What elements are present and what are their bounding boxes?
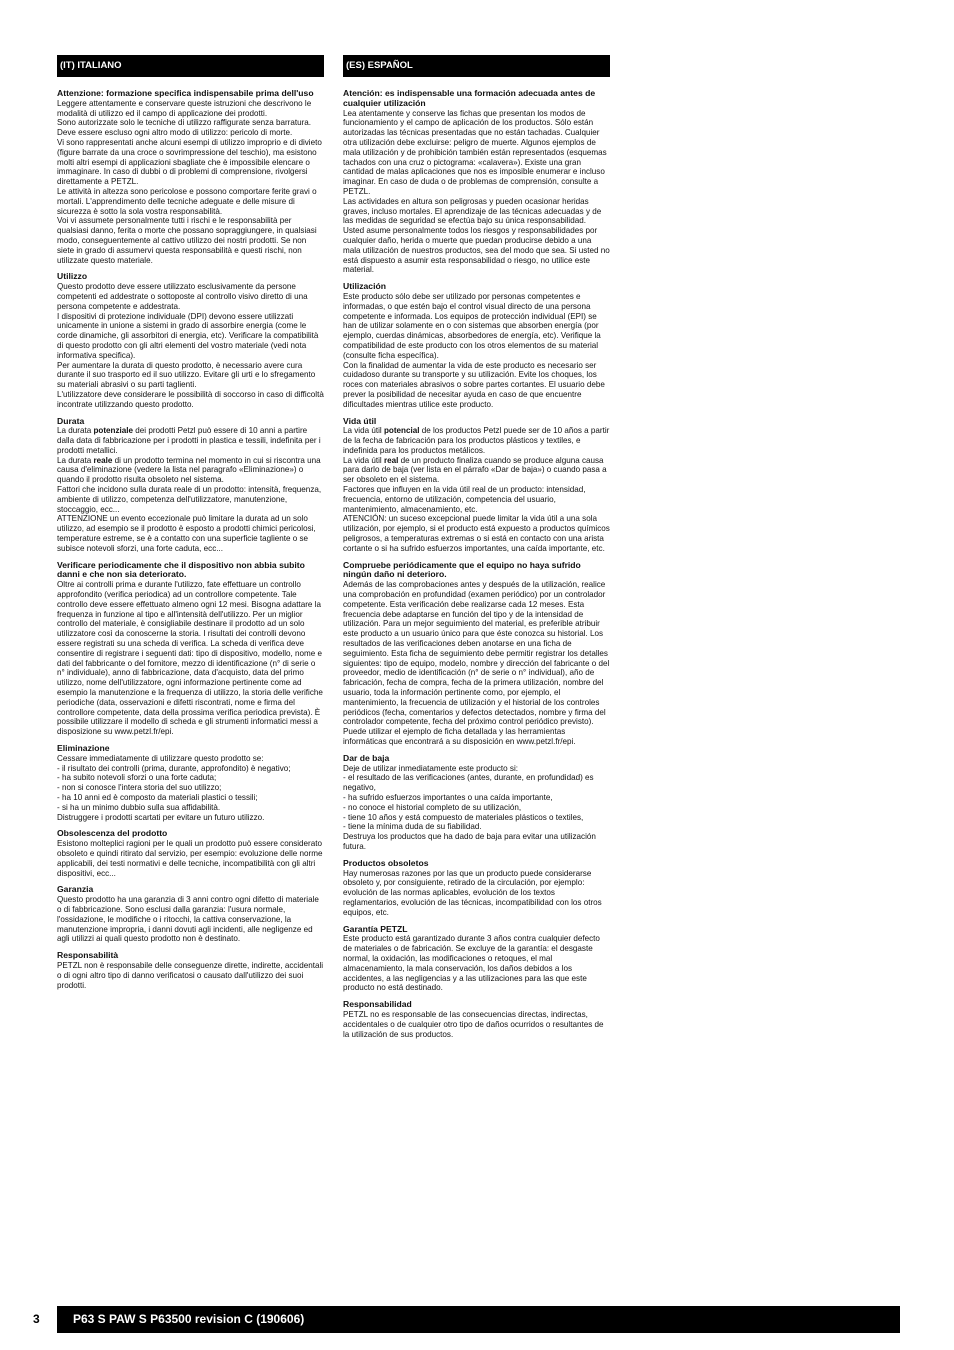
section-it-2 [57,417,324,554]
body-fragment-bold1: potencial [383,426,420,436]
section-body: Hay numerosas razones por las que un producto puede considerarse obsoleto y, por consiguiente, retirado de la circulación, por ejemplo: evolución de las normas aplicables, evolución de los textos reglamentarios, evolución de las técnicas, incompatibilidad con los otros equipos, etc. [343,868,602,917]
section-es-2 [343,417,610,554]
body-fragment-post: de un producto finaliza cuando se produce alguna causa para darlo de baja (ver lista en el párrafo «Dar de baja») o cuando pasa a ser obsoleto en el sistema. Factores que influyen en la vida útil real de un producto: intensidad, frecuencia, entorno de utilización, competencia del usuario, mantenimiento, almacenamiento, etc. ATENCIÓN: un suceso excepcional puede limitar la vida útil a una sola utilización, por ejemplo, si el producto está expuesto a productos químicos peligrosos, a temperaturas extremas o si está en contacto con una arista cortante o si ha sufrido esfuerzos importantes, una caída importante, etc. [343,455,610,553]
section-title: Garanzia [57,884,94,895]
italian-sections [57,89,324,990]
section-body [343,426,610,553]
section-body: Lea atentamente y conserve las fichas que presentan los modos de funcionamiento y el campo de aplicación de los productos. Sólo están autorizadas las técnicas presentadas que no están tachadas. Cualquier otra utilización debe excluirse: peligro de muerte. Algunos ejemplos de mala utilización y de prohibición también están representados (esquemas tachados con una cruz o pictograma: «calavera»). Existe una gran cantidad de malas aplicaciones que nos es imposible enumerar e incluso imaginar. En caso de duda o de problemas de comprensión, consulte a PETZL. Las actividades en altura son peligrosas y pueden ocasionar heridas graves, incluso mortales. El aprendizaje de las técnicas adecuadas y de las medidas de seguridad se efectúa bajo su única responsabilidad. Usted asume personalmente todos los riesgos y responsabilidades por cualquier daño, herida o muerte que puedan producirse debido a una mala utilización de nuestros productos, sea del modo que sea. Si usted no está dispuesto a asumir esta responsabilidad o riesgo, no utilice este material. [343,108,610,275]
section-body: Questo prodotto ha una garanzia di 3 anni contro ogni difetto di materiale o di fabbricazione. Sono esclusi dalla garanzia: l'usura normale, l'ossidazione, le modifiche o i ritocchi, la cattiva conservazione, la manutenzione impropria, i danni dovuti agli incidenti, alle negligenze ed agli utilizzi ai quali questo prodotto non è destinato. [57,895,319,944]
section-header-spanish: (ES) ESPAÑOL [343,55,610,77]
section-title: Productos obsoletos [343,857,429,868]
section-body: Además de las comprobaciones antes y después de la utilización, realice una comprobación en profundidad (examen periódico) por un controlador competente. Esta verificación debe realizarse cada 12 meses. Esta frecuencia debe adaptarse en función del tipo y de la intensidad de utilización. Para un mejor seguimiento del material, es preferible atribuir este producto a un usuario único para que éste conozca su historial. Los resultados de las verificaciones deben anotarse en una ficha de seguimiento. Esta ficha de seguimiento debe permitir registrar los detalles siguientes: tipo de equipo, modelo, nombre y dirección del fabricante o del proveedor, medio de identificación (n° de serie o n° individual), año de fabricación, fecha de compra, fecha de la primera utilización, nombre del usuario, toda la información pertinente como, por ejemplo, el mantenimiento, la frecuencia de utilización y el historial de los controles periódicos (fecha, comentarios y defectos detectados, nombre y firma del controlador competente, fecha del próximo control periódico previsto). Puede utilizar el ejemplo de ficha detallada y las herramientas informáticas que encontrará a su disposición en www.petzl.fr/epi. [343,580,610,746]
section-title: Responsabilità [57,950,119,961]
footer-title: P63 S PAW S P63500 revision C (190606) [73,1312,305,1326]
section-title: Obsolescenza del prodotto [57,828,168,839]
section-es-7 [343,1000,610,1039]
page-footer [0,1306,954,1334]
section-es-6 [343,925,610,994]
section-body: Deje de utilizar inmediatamente este producto si: - el resultado de las verificaciones (antes, durante, en profundidad) es negativo, - ha sufrido esfuerzos importantes o una caída importante, - no conoce el historial completo de su utilización, - tiene 10 años y está compuesto de materiales plásticos o textiles, - tiene la mínima duda de su fiabilidad. Destruya los productos que ha dado de baja para evitar una utilización futura. [343,763,596,851]
section-title: Vida útil [343,415,377,426]
section-title: Utilización [343,281,386,292]
section-body: Este producto sólo debe ser utilizado por personas competentes e informadas, o que estén bajo el control visual directo de una persona competente e informada. Los equipos de protección individual (EPI) se han de utilizar solamente en o con sistemas que absorben energía (por ejemplo, cuerdas dinámicas, absorbedores de energía, etc). Verifique la compatibilidad de este producto con los otros elementos de su material (consulte ficha específica). Con la finalidad de aumentar la vida de este producto es necesario ser cuidadoso durante su transporte y su utilización. Evite los choques, los roces con materiales abrasivos o sobre partes cortantes. El usuario debe prever la posibilidad de necesitar ayuda en caso de que encuentre dificultades mientras utilice este producto. [343,291,605,409]
section-es-5 [343,859,610,918]
section-title: Responsabilidad [343,999,412,1010]
spanish-sections [343,89,610,1039]
section-it-5 [57,829,324,878]
section-title: Durata [57,415,85,426]
section-it-1 [57,272,324,409]
section-header-italian: (IT) ITALIANO [57,55,324,77]
page-number: 3 [33,1312,40,1326]
section-body: Leggere attentamente e conservare queste istruzioni che descrivono le modalità di utilizzo ed il campo di applicazione dei prodotti. Sono autorizzate solo le tecniche di utilizzo raffigurate senza barratura. Deve essere escluso ogni altro modo di utilizzo: pericolo di morte. Vi sono rappresentati anche alcuni esempi di utilizzo improprio e di divieto (figure barrate da una croce o sovrimpressione del teschio), ma esistono molti altri esempi di applicazioni sbagliate che è impossibile elencare o immaginare. In caso di dubbi o di problemi di comprensione, rivolgersi direttamente a PETZL. Le attività in altezza sono pericolose e possono comportare ferite gravi o mortali. L'apprendimento delle tecniche adeguate e delle misure di sicurezza è sotto la sola vostra responsabilità. Voi vi assumete personalmente tutti i rischi e le responsabilità per qualsiasi danno, ferita o morte che possano sopraggiungere, in qualsiasi modo, conseguentemente al cattivo utilizzo dei nostri prodotti. Se non siete in grado di assumervi questa responsabilità e questi rischi, non utilizzate questo materiale. [57,98,322,265]
section-it-7 [57,951,324,990]
body-fragment-mid: dei prodotti Petzl può essere di 10 anni a partire dalla data di fabbricazione per i prodotti in plastica e tessili, indefinita per i prodotti metallici. La durata [57,426,321,465]
body-fragment-bold1: potenziale [93,426,134,436]
section-title: Atención: es indispensable una formación adecuada antes de cualquier utilización [343,88,596,108]
section-title: Compruebe periódicamente que el equipo no haya sufrido ningún daño ni deterioro. [343,559,581,580]
section-title: Eliminazione [57,743,110,753]
section-body: Cessare immediatamente di utilizzare questo prodotto se: - il risultato dei controlli (prima, durante, approfondito) è negativo; - ha subito notevoli sforzi o una forte caduta; - non si conosce l'intera storia del suo utilizzo; - ha 10 anni ed è composto da materiali plastici o tessili; - si ha un minimo dubbio sulla sua affidabilità. Distruggere i prodotti scartati per evitare un futuro utilizzo. [57,753,291,822]
column-italian [57,55,324,997]
section-it-0 [57,89,324,265]
section-body: Esistono molteplici ragioni per le quali un prodotto può essere considerato obsoleto e quindi ritirato dal servizio, per esempio: evoluzione delle norme applicabili, dei testi normativi e delle tecniche, incompatibilità con gli altri dispositivi, ecc... [57,839,323,878]
section-es-1 [343,282,610,409]
section-es-3 [343,561,610,747]
section-body: Questo prodotto deve essere utilizzato esclusivamente da persone competenti ed addestrate o sottoposte al controllo visivo diretto di una persona competente e addestrata. I dispositivi di protezione individuale (DPI) devono essere utilizzati unicamente in unione a sistemi in grado di assorbire energia (come le corde dinamiche, gli assorbitori di energia, etc). Verificare la compatibilità di questo prodotto con gli altri elementi del vostro materiale (vedi nota informativa specifica). Per aumentare la durata di questo prodotto, è necessario avere cura durante il suo trasporto ed il suo utilizzo. Evitare gli urti e lo sfregamento su materiali abrasivi o su parti taglienti. L'utilizzatore deve considerare le possibilità di soccorso in caso di difficoltà incontrate utilizzando questo prodotto. [57,282,324,409]
section-title: Attenzione: formazione specifica indispensabile prima dell'uso [57,88,314,98]
section-title: Utilizzo [57,271,88,282]
section-body: PETZL no es responsable de las consecuencias directas, indirectas, accidentales o de cualquier otro tipo de daños ocurridos o resultantes de la utilización de sus productos. [343,1009,604,1039]
section-title: Verificare periodicamente che il dispositivo non abbia subito danni e che non sia deteriorato. [57,559,305,580]
section-body [57,426,324,553]
section-es-0 [343,89,610,275]
section-body: Este producto está garantizado durante 3 años contra cualquier defecto de materiales o de fabricación. Se excluye de la garantía: el desgaste normal, la oxidación, las modificaciones o retoques, el mal almacenamiento, la mala conservación, los daños debidos a los accidentes, a las negligencias y a las utilizaciones para las que este producto no está destinado. [343,934,600,993]
body-fragment-bold2: reale [93,455,113,465]
body-fragment-mid: de los productos Petzl puede ser de 10 años a partir de la fecha de fabricación para los productos plásticos y textiles, e indefinida para los productos metálicos. La vida útil [343,426,610,465]
body-fragment-bold2: real [383,455,399,465]
section-it-4 [57,744,324,822]
section-title: Garantía PETZL [343,923,408,934]
section-it-6 [57,885,324,944]
footer-bar [57,1306,900,1333]
section-es-4 [343,754,610,852]
section-body: Oltre ai controlli prima e durante l'utilizzo, fate effettuare un controllo approfondito (verifica periodica) ad un controllore competente. Tale controllo deve essere effettuato almeno ogni 12 mesi. Bisogna adattare la frequenza in funzione al tipo e all'intensità dell'utilizzo. Per un miglior controllo del materiale, è consigliabile destinare il prodotto ad un solo utilizzatore così da conoscerne la storia. I risultati dei controlli devono essere registrati su una scheda di verifica. La scheda di verifica deve consentire di registrare i seguenti dati: tipo di dispositivo, modello, nome e dati del fabbricante o del fornitore, mezzo di identificazione (n° di serie o n° individuale), anno di fabbricazione, data d'acquisto, data del primo utilizzo, nome dell'utilizzatore, ogni informazione pertinente come ad esempio la manutenzione e la frequenza di utilizzo, la storia delle verifiche periodiche (data, osservazioni e difetti riscontrati, nome e firma del controllore competente, data della prossima verifica periodica prevista). È possibile utilizzare il modello di scheda e gli strumenti informatici messi a disposizione su www.petzl.fr/epi. [57,580,323,737]
section-title: Dar de baja [343,752,390,763]
section-it-3 [57,561,324,737]
body-fragment-pre1: La durata [57,426,94,436]
section-body: PETZL non è responsabile delle conseguenze dirette, indirette, accidentali o di ogni altro tipo di danno verificatosi o causato dall'utilizzo dei suoi prodotti. [57,960,324,990]
body-fragment-post: di un prodotto termina nel momento in cui si riscontra una causa d'eliminazione (vedere la lista nel paragrafo «Eliminazione») o quando il prodotto risulta obsoleto nel sistema. Fattori che incidono sulla durata reale di un prodotto: intensità, frequenza, ambiente di utilizzo, competenza dell'utilizzatore, manutenzione, stoccaggio, ecc... ATTENZIONE un evento eccezionale può limitare la durata ad un solo utilizzo, ad esempio se il prodotto è esposto a prodotti chimici pericolosi, temperature estreme, se è a contatto con una superficie tagliente o se subisce notevoli sforzi, una forte caduta, ecc... [57,455,322,553]
column-spanish [343,55,610,1046]
body-fragment-pre1: La vida útil [343,426,384,436]
